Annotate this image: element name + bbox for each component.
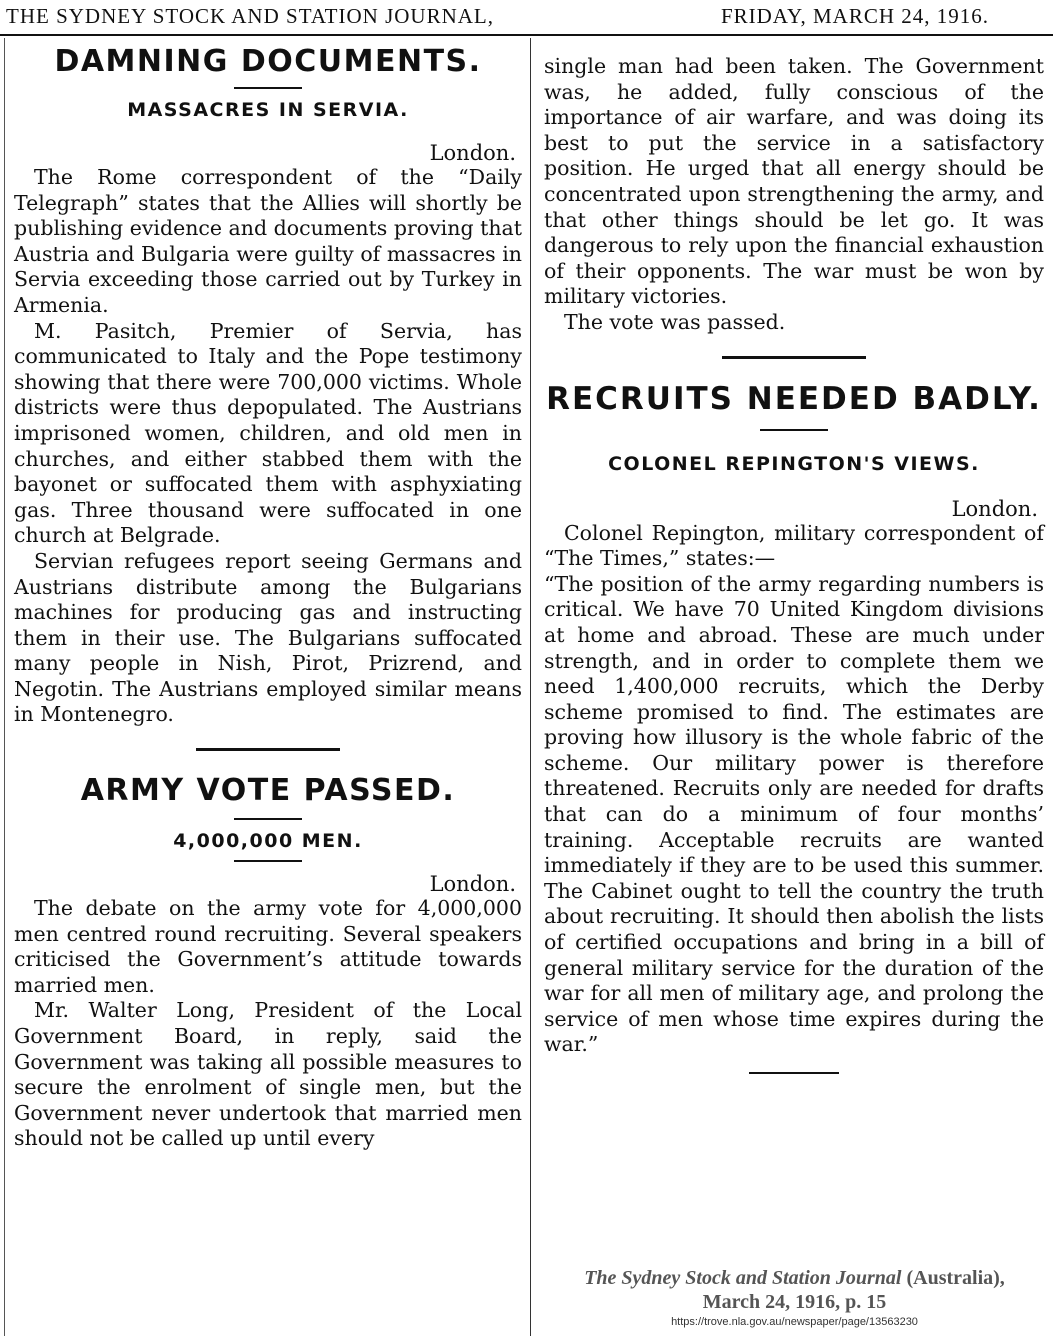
article-recruits-needed: [544, 381, 1044, 1058]
section-rule: [196, 748, 340, 751]
left-column: [14, 44, 522, 1152]
masthead-date: FRIDAY, MARCH 24, 1916.: [720, 4, 989, 28]
article2-continuation: single man had been taken. The Government was, he added, fully conscious of the importance of air warfare, and was doing its best to put the service in a satisfactory position. He urged that all energy should be concentrated upon strengthening the army, and that other things should be let go. It was dangerous to rely upon the financial exhaustion of their opponents. The war must be won by military victories.: [544, 54, 1044, 309]
article3-headline: RECRUITS NEEDED BADLY.: [546, 380, 1042, 417]
article2-subhead: 4,000,000 MEN.: [173, 830, 363, 853]
article3-paragraph: Colonel Repington, military correspondent of “The Times,” states:—: [544, 520, 1044, 571]
article3-paragraph: “The position of the army regarding numbers is critical. We have 70 United Kingdom divisions at home and abroad. These are much under strength, and in order to complete them we need 1,400,000 recruits, which the Derby scheme promised to find. The estimates are proving how illusory is the whole fabric of the scheme. Our military power is therefore threatened. Recruits only are needed for drafts that can do a minimum of four months’ training. Acceptable recruits are wanted immediately if they are to be used this summer. The Cabinet ought to tell the country the truth about recruiting. It should then abolish the lists of certified occupations and bring in a bill of general military service for the duration of the war for all men of military age, and prolong the service of men whose time expires during the war.”: [544, 571, 1044, 1057]
credit-country: (Australia),: [906, 1267, 1005, 1289]
article2-headline: ARMY VOTE PASSED.: [80, 773, 456, 809]
short-rule: [234, 860, 302, 862]
article1-dateline: London.: [429, 141, 516, 165]
article1-subhead: MASSACRES IN SERVIA.: [127, 99, 409, 121]
masthead: [0, 0, 1053, 36]
article1-paragraph: The Rome correspondent of the “Daily Telegraph” states that the Allies will shortly be publishing evidence and documents proving that Austria and Bulgaria were guilty of massacres in Servia exceeding those carried out by Turkey in Armenia.: [14, 165, 522, 317]
short-rule: [760, 429, 828, 431]
short-rule: [234, 87, 302, 89]
source-credit: [536, 1266, 1053, 1328]
article2-closing: The vote was passed.: [564, 309, 786, 334]
article-army-vote-passed: [14, 773, 522, 1152]
article3-dateline: London.: [951, 496, 1038, 521]
short-rule: [234, 818, 302, 820]
credit-date-page: March 24, 1916, p. 15: [702, 1291, 887, 1313]
section-rule: [722, 356, 866, 359]
right-column: [544, 54, 1044, 1084]
article2-paragraph: The debate on the army vote for 4,000,000 men centred round recruiting. Several speakers criticised the Government’s attitude towards married men.: [14, 896, 522, 997]
credit-publication: The Sydney Stock and Station Journal: [584, 1267, 902, 1289]
credit-url[interactable]: https://trove.nla.gov.au/newspaper/page/13563230: [671, 1316, 918, 1328]
article1-paragraph: M. Pasitch, Premier of Servia, has communicated to Italy and the Pope testimony showing that there were 700,000 victims. Whole districts were thus depopulated. The Austrians imprisoned women, children, and old men in churches, and either stabbed them with the bayonet or suffocated them with asphyxiating gas. Three thousand were suffocated in one church at Belgrade.: [14, 318, 522, 548]
left-border-rule: [4, 38, 5, 1336]
article3-subhead: COLONEL REPINGTON'S VIEWS.: [608, 452, 980, 475]
article1-paragraph: Servian refugees report seeing Germans and Austrians distribute among the Bulgarians machines for producing gas and instructing them in their use. The Bulgarians suffocated many people in Nish, Pirot, Prizrend, and Negotin. The Austrians employed similar means in Montenegro.: [14, 548, 522, 727]
end-rule: [749, 1072, 839, 1074]
masthead-title: THE SYDNEY STOCK AND STATION JOURNAL,: [6, 4, 494, 28]
article2-paragraph: Mr. Walter Long, President of the Local Government Board, in reply, said the Government was taking all possible measures to secure the enrolment of single men, but the Government never undertook that married men should not be called up until every: [14, 998, 522, 1151]
article1-headline: DAMNING DOCUMENTS.: [54, 44, 482, 79]
article-damning-documents: [14, 44, 522, 728]
column-divider: [530, 38, 531, 1336]
article2-dateline: London.: [429, 872, 516, 897]
